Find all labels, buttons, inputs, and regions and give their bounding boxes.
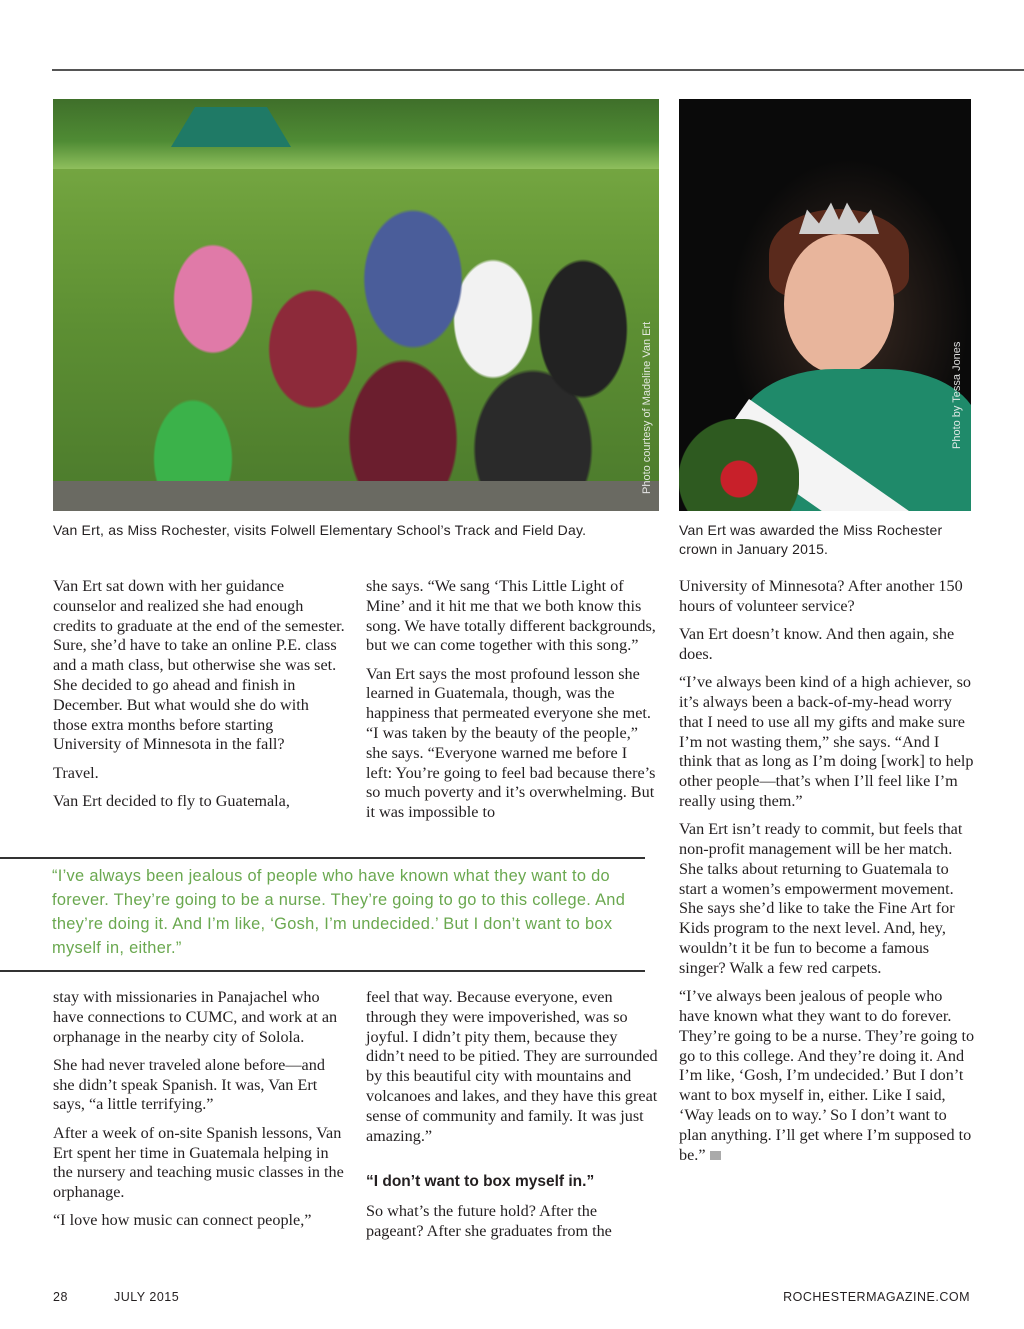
paragraph [679, 987, 975, 1165]
paragraph: So what’s the future hold? After the pageant? After she graduates from the [366, 1202, 612, 1240]
photo-credit: Photo courtesy of Madeline Van Ert [641, 321, 653, 494]
paragraph: Van Ert says the most profound lesson she learned in Guatemala, though, was the happiness that permeated everyone she met. “I was taken by the beauty of the people,” she says. “Everyone warned me before I left: You’re going to feel bad because there’s so much poverty and it’s overwhelming. But it was impossible to [366, 664, 656, 822]
column-2-bottom [366, 988, 658, 1155]
column-2-top [366, 577, 656, 832]
column-1-bottom [53, 988, 345, 1240]
magazine-website: ROCHESTERMAGAZINE.COM [783, 1290, 970, 1304]
group-of-children [113, 159, 633, 511]
issue-date: JULY 2015 [114, 1290, 180, 1304]
track-ground [53, 481, 659, 511]
bouquet [679, 419, 799, 511]
column-3 [679, 577, 975, 1174]
subhead: “I don’t want to box myself in.” [366, 1173, 595, 1190]
paragraph: Van Ert sat down with her guidance counselor and realized she had enough credits to graduate at the end of the semester. Sure, she’d have to take an online P.E. class and a math class, but otherwise she was set. She decided to go ahead and finish in December. But what would she do with those extra months before starting University of Minnesota in the fall? [53, 577, 345, 754]
paragraph: Van Ert isn’t ready to commit, but feels that non-profit management will be her match. She talks about returning to Guatemala to start a women’s empowerment movement. She says she’d like to take the Fine Art for Kids program to the next level. And, hey, wouldn’t it be fun to become a famous singer? Walk a few red carpets. [679, 820, 963, 977]
paragraph-text: “I’ve always been jealous of people who have known what they want to do forever. They’re going to be a nurse. They’re going to go to this college. And they’re doing it. And I’m like, ‘Gosh, I’m undecided.’ But I don’t want to box myself in, either. Like I said, ‘Way leads on to way.’ So I don’t want to plan anything. I’ll get where I’m supposed to be.” [679, 987, 975, 1164]
face [784, 234, 894, 374]
column-2-end [366, 1202, 658, 1250]
miss-rochester-crowning-photo [679, 99, 971, 511]
paragraph: “I love how music can connect people,” [53, 1211, 312, 1230]
caption-line: crown in January 2015. [679, 541, 829, 557]
page-number: 28 [53, 1290, 68, 1304]
paragraph: Van Ert decided to fly to Guatemala, [53, 791, 290, 810]
caption-line: Van Ert was awarded the Miss Rochester [679, 522, 943, 538]
pull-quote-rule [0, 970, 645, 972]
photo-caption [679, 521, 979, 559]
paragraph: University of Minnesota? After another 150 hours of volunteer service? [679, 577, 963, 615]
paragraph: Travel. [53, 763, 99, 782]
pull-quote: “I’ve always been jealous of people who have known what they want to do forever. They’re going to be a nurse. They’re going to go to this college. And they’re doing it. And I’m like, ‘Gosh, I’m undecided.’ But I don’t want to box myself in, either.” [52, 867, 626, 957]
end-mark-icon [710, 1151, 721, 1160]
paragraph: she says. “We sang ‘This Little Light of Mine’ and it hit me that we both know this song. We have totally different backgrounds, but we can come together with this song.” [366, 577, 656, 655]
paragraph: She had never traveled alone before—and she didn’t speak Spanish. It was, Van Ert says, “a little terrifying.” [53, 1055, 325, 1114]
paragraph: After a week of on-site Spanish lessons, Van Ert spent her time in Guatemala helping in the nursery and teaching music classes in the orphanage. [53, 1123, 344, 1202]
photo-caption: Van Ert, as Miss Rochester, visits Folwell Elementary School’s Track and Field Day. [53, 522, 587, 538]
paragraph: feel that way. Because everyone, even through they were impoverished, was so joyful. I didn’t pity them, because they didn’t need to be pitied. They are surrounded by this beautiful city with mountains and volcanoes and lakes, and they have this great sense of community and family. It was just amazing.” [366, 988, 658, 1145]
track-field-day-photo [53, 99, 659, 511]
photo-credit: Photo by Tessa Jones [951, 341, 963, 449]
paragraph: “I’ve always been kind of a high achiever, so it’s always been a back-of-my-head worry that I need to use all my gifts and make sure I’m not wasting them,” she says. “And I think that as long as I’m doing [work] to help other people—that’s when I’ll feel like I’m really using them.” [679, 673, 974, 810]
top-rule [52, 69, 1024, 71]
paragraph: Van Ert doesn’t know. And then again, she does. [679, 625, 955, 663]
paragraph: stay with missionaries in Panajachel who have connections to CUMC, and work at an orphanage in the nearby city of Solola. [53, 988, 338, 1046]
column-1-top [53, 577, 345, 820]
pull-quote-rule [0, 857, 645, 859]
